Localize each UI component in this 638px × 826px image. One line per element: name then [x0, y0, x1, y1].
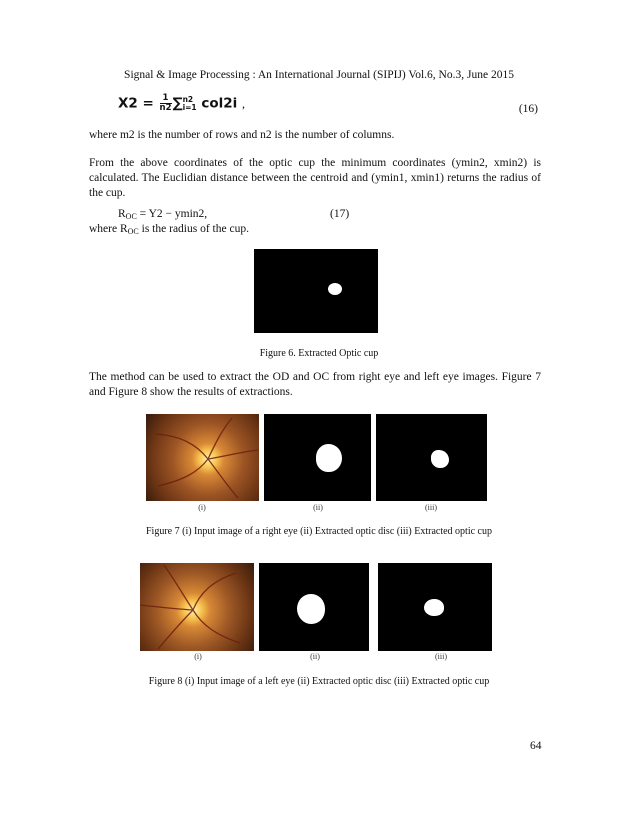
figure-7-label-i: (i) [198, 503, 206, 512]
eq16-lower: i=1 [182, 102, 197, 112]
optic-cup-blob [328, 283, 342, 295]
figure-7-caption: Figure 7 (i) Input image of a right eye (ii) Extracted optic disc (iii) Extracted optic cup [146, 526, 492, 537]
eq17-rhs: = Y2 − ymin2, [136, 208, 208, 220]
figure-7-cup-mask [376, 414, 487, 501]
eq16-number: (16) [518, 103, 538, 115]
where-suffix: is the radius of the cup. [138, 223, 249, 235]
eq16-comma: , [241, 96, 245, 111]
figure-8-disc-mask [259, 563, 369, 651]
optic-disc-blob [297, 594, 325, 624]
figure-8-cup-mask [378, 563, 492, 651]
figure-8-label-ii: (ii) [310, 652, 320, 661]
eq16-limits [183, 96, 197, 112]
eq17-number: (17) [330, 208, 350, 220]
where-prefix: where R [89, 223, 128, 235]
eq16-term: col2i [201, 95, 238, 112]
figure-6-image [254, 249, 378, 333]
equation-17 [118, 208, 207, 221]
figure-7-fundus-image [146, 414, 259, 501]
figure-8-vessels [140, 563, 254, 651]
figure-8-label-i: (i) [194, 652, 202, 661]
figure-8-caption: Figure 8 (i) Input image of a left eye (ii) Extracted optic disc (iii) Extracted optic cup [148, 676, 490, 687]
eq17-lhs-sub: OC [125, 212, 137, 221]
figure-8-fundus-image [140, 563, 254, 651]
where-sub: OC [127, 227, 139, 236]
eq17-lhs: R [118, 208, 126, 220]
optic-disc-blob [316, 444, 342, 472]
figure-6-caption: Figure 6. Extracted Optic cup [259, 348, 379, 359]
eq16-upper: n2 [182, 94, 194, 104]
figure-7-disc-mask [264, 414, 371, 501]
equation-16-body [118, 94, 245, 113]
paragraph-rows-columns: where m2 is the number of rows and n2 is the number of columns. [89, 129, 395, 141]
page-number: 64 [530, 740, 542, 752]
eq16-frac-den: n2 [159, 103, 172, 113]
figure-7-label-iii: (iii) [425, 503, 437, 512]
figure-7-vessels [146, 414, 259, 501]
optic-cup-blob [424, 599, 444, 616]
eq16-sigma: ∑ [172, 95, 183, 112]
figure-7-label-ii: (ii) [313, 503, 323, 512]
eq16-fraction [160, 94, 172, 113]
paragraph-radius-definition [89, 222, 541, 239]
eq16-frac-num: 1 [160, 94, 172, 104]
paragraph-min-coordinates: From the above coordinates of the optic cup the minimum coordinates (ymin2, xmin2) is calculated. The Euclidian distance between the centroid and (ymin1, xmin1) returns the radius of the cup. [89, 157, 541, 199]
figure-8-label-iii: (iii) [435, 652, 447, 661]
eq16-lhs: X2 = [118, 95, 154, 112]
equation-16 [118, 93, 538, 119]
optic-cup-blob [431, 450, 449, 468]
paragraph-method-extraction: The method can be used to extract the OD and OC from right eye and left eye images. Figure 7 and Figure 8 show the results of extractions. [89, 371, 541, 398]
running-header: Signal & Image Processing : An International Journal (SIPIJ) Vol.6, No.3, June 2015 [124, 69, 514, 81]
